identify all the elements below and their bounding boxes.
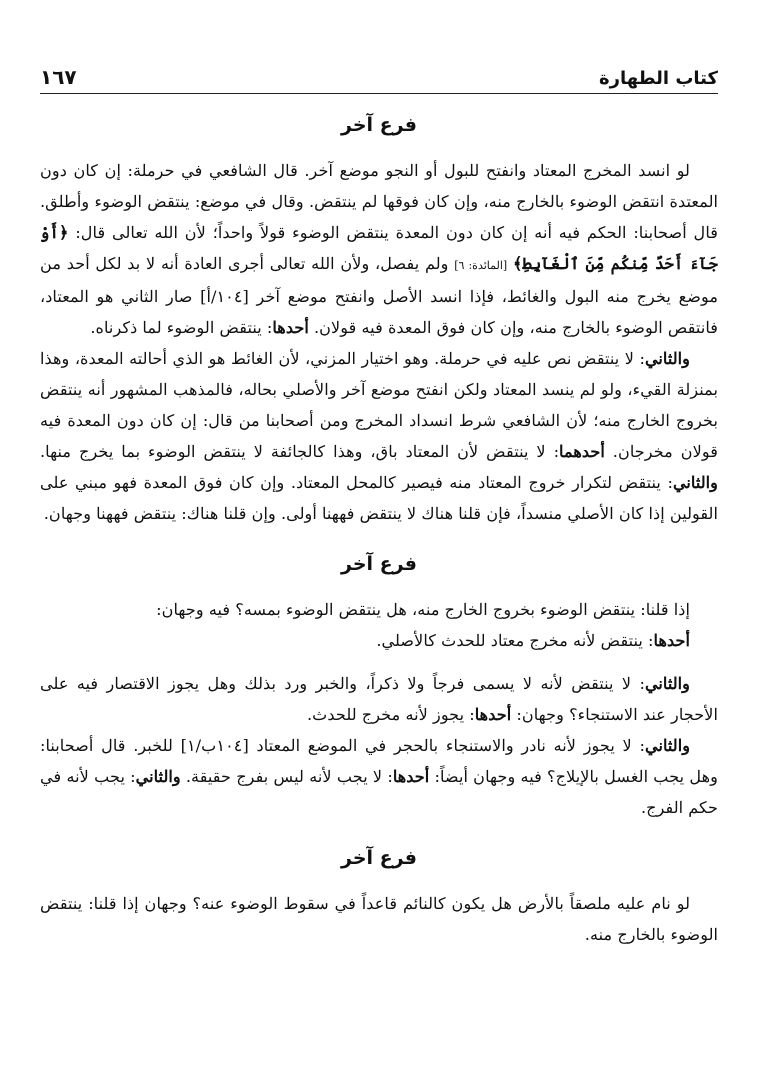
bold-term: أحدها <box>392 767 430 786</box>
bold-term: أحدها <box>653 631 690 650</box>
text-run: : ينتقض لتكرار خروج المعتاد منه فيصير كالمحل المعتاد. وإن كان فوق المعدة فهو مبني على القولين إذا كان الأصلي منسداً، فإن قلنا هناك لا ينتقض فههنا أولى. وإن قلنا هناك: ينتقض فههنا وجهان. <box>40 473 718 523</box>
bold-term: والثاني <box>644 674 690 693</box>
paragraph <box>40 155 718 343</box>
text-run: : ينتقض الوضوء لما ذكرناه. <box>90 318 273 337</box>
text-run: ولم يفصل، ولأن الله تعالى أجرى العادة أنه لا بد لكل أحد من موضع يخرج منه البول والغائط، فإذا انسد الأصل وانفتح موضع آخر [١٠٤/أ] صار الثاني هو المعتاد، فانتقص الوضوء بالخارج منه، وإن كان فوق المعدة فيه قولان. <box>40 254 718 337</box>
text-run: : لا ينتقض نص عليه في حرملة. وهو اختيار المزني، لأن الغائط هو الذي أحالته المعدة، وهذا بمنزلة القيء، ولو لم ينسد المعتاد ولكن انفتح موضع آخر والأصلي بحاله، فالمذهب المشهور أنه ينتقض بخروج الخارج منه؛ لأن الشافعي شرط انسداد المخرج ومن أصحابنا من قال: إن كان دون المعدة فيه قولان مخرجان. <box>40 349 718 461</box>
text-run: : لا ينتقض لأنه لا يسمى فرجاً ولا ذكراً، والخبر ورد بذلك وهل يجوز الاقتصار فيه على الأحجار عند الاستنجاء؟ وجهان: <box>40 674 718 724</box>
section-heading-3: فرع آخر <box>341 847 417 869</box>
text-run: : لا يجوز لأنه نادر والاستنجاء بالحجر في الموضع المعتاد [١٠٤ب/١] للخبر. قال أصحابنا: وهل يجب الغسل بالإيلاج؟ فيه وجهان أيضاً: <box>40 736 718 786</box>
paragraph <box>40 668 718 730</box>
paragraph <box>40 625 718 656</box>
verse-reference: [المائدة: ٦] <box>454 259 508 272</box>
text-run: : يجوز لأنه مخرج للحدث. <box>307 705 475 724</box>
quran-quote: ﴿أَوْ جَآءَ أَحَدٌ مِّنكُم مِّنَ ٱلْغَآيِطِ﴾ <box>40 223 718 273</box>
bold-term: والثاني <box>135 767 181 786</box>
text-run: : لا يجب لأنه ليس بفرج حقيقة. <box>180 767 393 786</box>
text-run: : يجب لأنه في حكم الفرج. <box>40 767 718 817</box>
paragraph <box>40 730 718 823</box>
text-run: : لا ينتقض لأن المعتاد باق، وهذا كالجائفة لا ينتقض الوضوء بما يخرج منها. <box>40 442 560 461</box>
paragraph: لو نام عليه ملصقاً بالأرض هل يكون كالنائم قاعداً في سقوط الوضوء عنه؟ وجهان إذا قلنا: ينتقض الوضوء بالخارج منه. <box>40 894 718 944</box>
text-run: لو انسد المخرج المعتاد وانفتح للبول أو النجو موضع آخر. قال الشافعي في حرملة: إن كان دون المعتدة انتقض الوضوء بالخارج منه، وإن كان فوقها لم ينتقض. وقال في موضع: ينتقض الوضوء وأطلق. قال أصحابنا: الحكم فيه أنه إن كان دون المعدة ينتقض الوضوء قولاً واحداً؛ لأن الله تعالى قال: <box>40 161 718 242</box>
paragraph <box>40 343 718 529</box>
book-title: كتاب الطهارة <box>598 68 718 89</box>
bold-term: والثاني <box>644 349 690 368</box>
bold-term: والثاني <box>672 473 718 492</box>
bold-term: أحدها <box>272 318 309 337</box>
bold-term: أحدهما <box>559 442 605 461</box>
section-heading-2: فرع آخر <box>341 553 417 575</box>
section-heading-1: فرع آخر <box>341 114 417 136</box>
text-run: : ينتقض لأنه مخرج معتاد للحدث كالأصلي. <box>376 631 654 650</box>
page-number: ١٦٧ <box>40 65 77 89</box>
paragraph: إذا قلنا: ينتقض الوضوء بخروج الخارج منه، هل ينتقض الوضوء بمسه؟ فيه وجهان: <box>156 600 690 619</box>
bold-term: أحدها <box>474 705 512 724</box>
running-header <box>40 60 718 94</box>
page-body <box>40 100 718 1072</box>
bold-term: والثاني <box>644 736 691 755</box>
